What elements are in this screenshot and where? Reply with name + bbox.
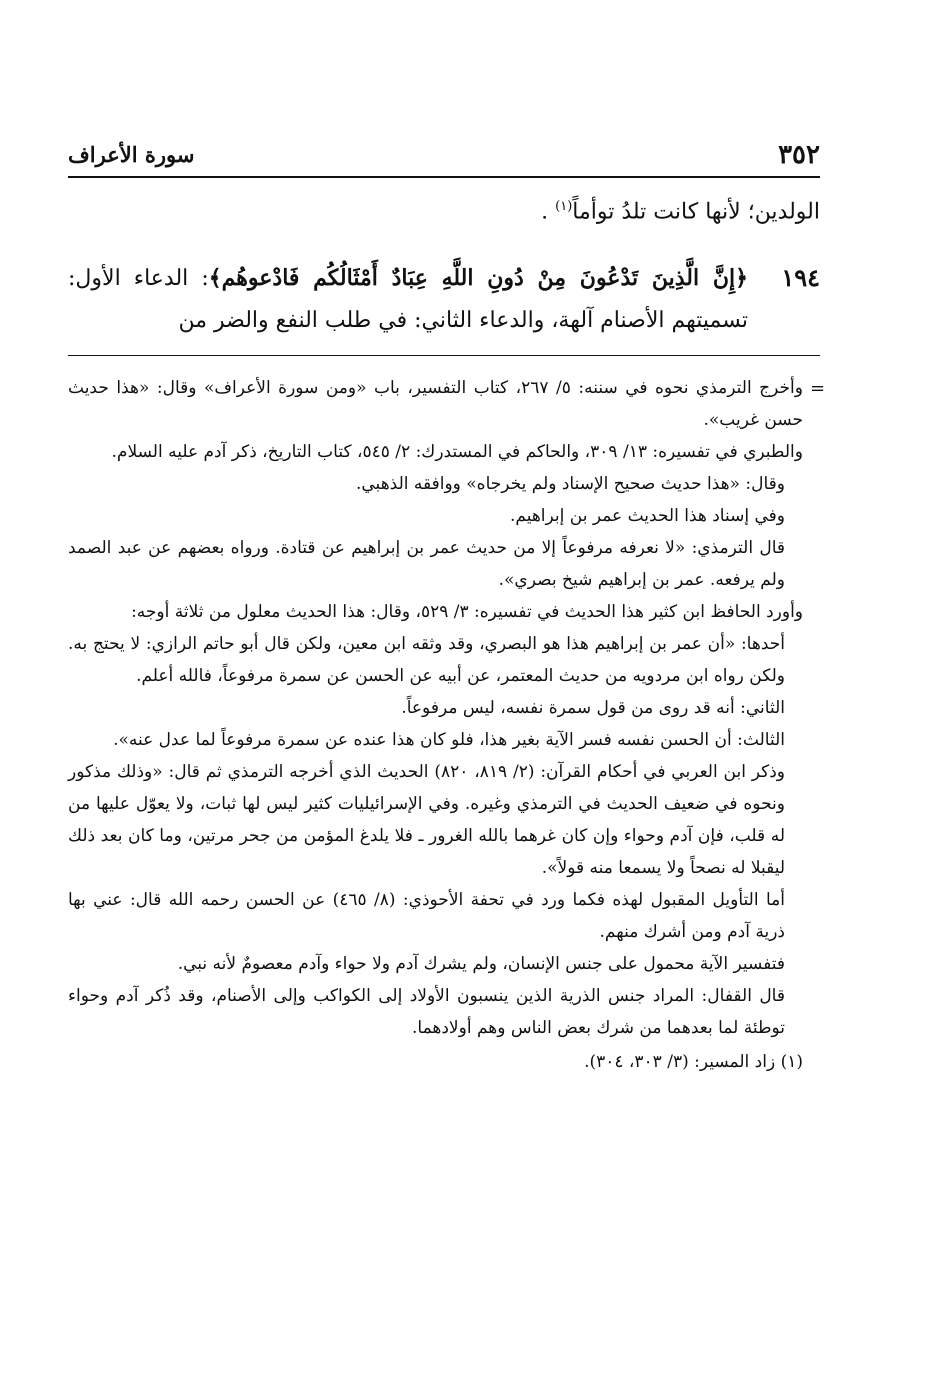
footnote-paragraph: الثاني: أنه قد روى من قول سمرة نفسه، ليس مرفوعاً. [401, 698, 785, 718]
footnote-paragraph: الثالث: أن الحسن نفسه فسر الآية بغير هذا، فلو كان هذا عنده عن سمرة مرفوعاً لما عدل عنه». [113, 730, 785, 750]
surah-name: سورة الأعراف [68, 142, 195, 167]
footnote-paragraph: أما التأويل المقبول لهذه فكما ورد في تحفة الأحوذي: (٨/ ٤٦٥) عن الحسن رحمه الله قال: عني بها ذرية آدم ومن أشرك منهم. [68, 890, 785, 942]
continuation-end: . [541, 199, 556, 225]
footnote-paragraph: قال الترمذي: «لا نعرفه مرفوعاً إلا من حديث عمر بن إبراهيم عن قتادة. ورواه بعضهم عن عبد الصمد ولم يرفعه. عمر بن إبراهيم شيخ بصري». [68, 538, 785, 590]
verse-quote: ﴿إِنَّ الَّذِينَ تَدْعُونَ مِنْ دُونِ اللَّهِ عِبَادٌ أَمْثَالُكُم فَادْعوهُم﴾ [208, 265, 748, 292]
verse-block [68, 257, 820, 342]
verse-commentary: : الدعاء الأول: تسميتهم الأصنام آلهة، والدعاء الثاني: في طلب النفع والضر من [68, 266, 748, 334]
footnote-paragraph: قال القفال: المراد جنس الذرية الذين ينسبون الأولاد إلى الكواكب وإلى الأصنام، وقد ذُكر آدم وحواء توطئة لما بعدهما من شرك بعض الناس وهم أولادهما. [68, 986, 785, 1038]
main-text [68, 186, 820, 342]
continuation-text: الولدين؛ لأنها كانت تلدُ توأماً [572, 199, 820, 225]
footnote-paragraph: وفي إسناد هذا الحديث عمر بن إبراهيم. [509, 506, 785, 526]
numbered-footnote: (١) زاد المسير: (٣/ ٣٠٣، ٣٠٤). [584, 1052, 803, 1072]
verse-number: ١٩٤ [781, 263, 820, 293]
footnote-divider [68, 355, 820, 356]
page-header [68, 140, 820, 178]
footnotes [68, 372, 803, 1078]
page-number: ٣٥٢ [778, 140, 820, 170]
footnote-paragraph: وذكر ابن العربي في أحكام القرآن: (٢/ ٨١٩، ٨٢٠) الحديث الذي أخرجه الترمذي ثم قال: «وذلك مذكور ونحوه في ضعيف الحديث في الترمذي وغيره. وفي الإسرائيليات كثير ليس لها ثبات، ولا يعوّل عليها من له قلب، فإن آدم وحواء وإن كان غرهما بالله الغرور ـ فلا يلدغ المؤمن من جحر مرتين، وما كان بعد ذلك ليقبلا له نصحاً ولا يسمعا منه قولاً». [68, 762, 786, 878]
footnote-paragraph: وأورد الحافظ ابن كثير هذا الحديث في تفسيره: ٣/ ٥٢٩، وقال: هذا الحديث معلول من ثلاثة أوجه: [131, 602, 803, 622]
footnote-paragraph: أحدها: «أن عمر بن إبراهيم هذا هو البصري، وقد وثقه ابن معين، ولكن قال أبو حاتم الرازي: لا يحتج به. ولكن رواه ابن مردويه من حديث المعتمر، عن أبيه عن الحسن عن سمرة مرفوعاً، فالله أعلم. [68, 634, 785, 686]
continuation-mark: = [810, 378, 826, 399]
verse-paragraph [68, 257, 748, 342]
footnote-ref: (١) [555, 199, 573, 214]
footnote-paragraph: وأخرج الترمذي نحوه في سننه: ٥/ ٢٦٧، كتاب التفسير، باب «ومن سورة الأعراف» وقال: «هذا حديث حسن غريب». [68, 378, 803, 430]
footnote-paragraph: فتفسير الآية محمول على جنس الإنسان، ولم يشرك آدم ولا حواء وآدم معصومٌ لأنه نبي. [177, 954, 785, 974]
footnote-paragraph: والطبري في تفسيره: ١٣/ ٣٠٩، والحاكم في المستدرك: ٢/ ٥٤٥، كتاب التاريخ، ذكر آدم عليه السلام. [111, 442, 803, 462]
footnote-paragraph: وقال: «هذا حديث صحيح الإسناد ولم يخرجاه» ووافقه الذهبي. [355, 474, 785, 494]
continuation-line [68, 186, 820, 233]
